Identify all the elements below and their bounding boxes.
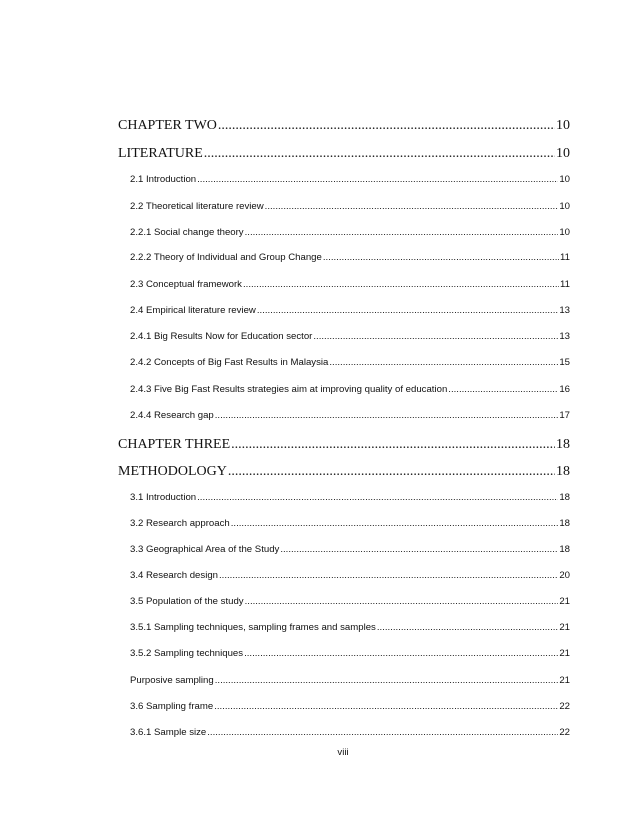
dot-leader — [448, 384, 558, 395]
toc-entry-page: 21 — [559, 675, 570, 686]
dot-leader — [245, 227, 559, 238]
toc-entry — [130, 279, 570, 290]
dot-leader — [377, 622, 558, 633]
toc-entry-page: 20 — [559, 570, 570, 581]
toc-entry — [130, 174, 570, 185]
toc-entry-title: LITERATURE — [118, 146, 203, 161]
toc-entry-title: 3.6.1 Sample size — [130, 727, 207, 738]
toc-entry-title: 3.5.1 Sampling techniques, sampling frames and samples — [130, 622, 376, 633]
toc-entry — [118, 118, 570, 134]
dot-leader — [257, 305, 558, 316]
toc-entry-page: 13 — [559, 305, 570, 316]
toc-entry-page: 18 — [556, 437, 570, 452]
toc-entry — [130, 305, 570, 316]
toc-entry-title: 3.5 Population of the study — [130, 596, 244, 607]
toc-entry — [130, 648, 570, 659]
dot-leader — [313, 331, 558, 342]
dot-leader — [197, 492, 558, 503]
toc-entry-page: 10 — [559, 201, 570, 212]
toc-entry-title: 2.2.2 Theory of Individual and Group Change — [130, 252, 322, 263]
toc-entry-title: 2.1 Introduction — [130, 174, 197, 185]
toc-entry — [130, 252, 570, 263]
toc-entry-title: 3.5.2 Sampling techniques — [130, 648, 244, 659]
toc-entry-page: 21 — [559, 596, 570, 607]
toc-entry-page: 16 — [559, 384, 570, 395]
toc-entry-title: 2.4.3 Five Big Fast Results strategies aim at improving quality of education — [130, 384, 448, 395]
toc-entry-page: 18 — [559, 492, 570, 503]
dot-leader — [280, 544, 558, 555]
toc-entry — [130, 701, 570, 712]
toc-entry-page: 10 — [556, 146, 570, 161]
dot-leader — [244, 648, 558, 659]
toc-entry-page: 17 — [559, 410, 570, 421]
toc-entry-title: 2.2 Theoretical literature review — [130, 201, 264, 212]
toc-entry — [130, 492, 570, 503]
dot-leader — [214, 701, 558, 712]
toc-entry-title: 2.4 Empirical literature review — [130, 305, 256, 316]
toc-entry — [130, 675, 570, 686]
dot-leader — [215, 675, 559, 686]
toc-entry-title: 3.2 Research approach — [130, 518, 230, 529]
toc-entry-page: 21 — [559, 622, 570, 633]
toc-entry-page: 22 — [559, 727, 570, 738]
toc-entry — [130, 201, 570, 212]
toc-entry-title: 3.6 Sampling frame — [130, 701, 214, 712]
toc-entry — [130, 518, 570, 529]
toc-entry-title: 3.1 Introduction — [130, 492, 197, 503]
toc-entry — [130, 596, 570, 607]
toc-entry-title: 2.4.2 Concepts of Big Fast Results in Malaysia — [130, 357, 329, 368]
dot-leader — [228, 464, 555, 480]
toc-entry — [130, 357, 570, 368]
toc-entry — [130, 727, 570, 738]
toc-entry — [130, 384, 570, 395]
toc-entry — [118, 464, 570, 480]
toc-entry-page: 10 — [559, 227, 570, 238]
dot-leader — [231, 518, 559, 529]
toc-entry — [130, 331, 570, 342]
toc-entry-page: 10 — [556, 118, 570, 133]
dot-leader — [329, 357, 558, 368]
toc-entry-title: 2.3 Conceptual framework — [130, 279, 242, 290]
dot-leader — [323, 252, 559, 263]
toc-entry-page: 15 — [559, 357, 570, 368]
toc-entry-title: CHAPTER THREE — [118, 437, 231, 452]
toc-entry — [130, 410, 570, 421]
toc-entry — [118, 146, 570, 162]
toc-entry-page: 13 — [559, 331, 570, 342]
toc-entry-page: 11 — [560, 252, 570, 263]
toc-entry-page: 18 — [559, 544, 570, 555]
dot-leader — [245, 596, 559, 607]
dot-leader — [204, 146, 555, 162]
toc-entry-title: METHODOLOGY — [118, 464, 227, 479]
dot-leader — [243, 279, 559, 290]
dot-leader — [207, 727, 558, 738]
toc-entry-title: 3.4 Research design — [130, 570, 218, 581]
dot-leader — [219, 570, 558, 581]
toc-entry-title: 2.4.1 Big Results Now for Education sector — [130, 331, 313, 342]
toc-entry — [118, 437, 570, 453]
page-number: viii — [337, 747, 349, 758]
toc-entry-page: 22 — [559, 701, 570, 712]
dot-leader — [215, 410, 559, 421]
toc-entry-page: 18 — [559, 518, 570, 529]
toc-entry — [130, 227, 570, 238]
toc-entry-page: 21 — [559, 648, 570, 659]
toc-entry-title: 3.3 Geographical Area of the Study — [130, 544, 280, 555]
dot-leader — [218, 118, 555, 134]
toc-entry — [130, 570, 570, 581]
toc-entry — [130, 622, 570, 633]
toc-entry-page: 10 — [559, 174, 570, 185]
toc-entry-page: 11 — [560, 279, 570, 290]
toc-entry — [130, 544, 570, 555]
dot-leader — [231, 437, 555, 453]
dot-leader — [197, 174, 558, 185]
toc-entry-page: 18 — [556, 464, 570, 479]
dot-leader — [265, 201, 559, 212]
toc-entry-title: 2.4.4 Research gap — [130, 410, 214, 421]
toc-entry-title: 2.2.1 Social change theory — [130, 227, 244, 238]
toc-entry-title: CHAPTER TWO — [118, 118, 217, 133]
toc-entry-title: Purposive sampling — [130, 675, 214, 686]
